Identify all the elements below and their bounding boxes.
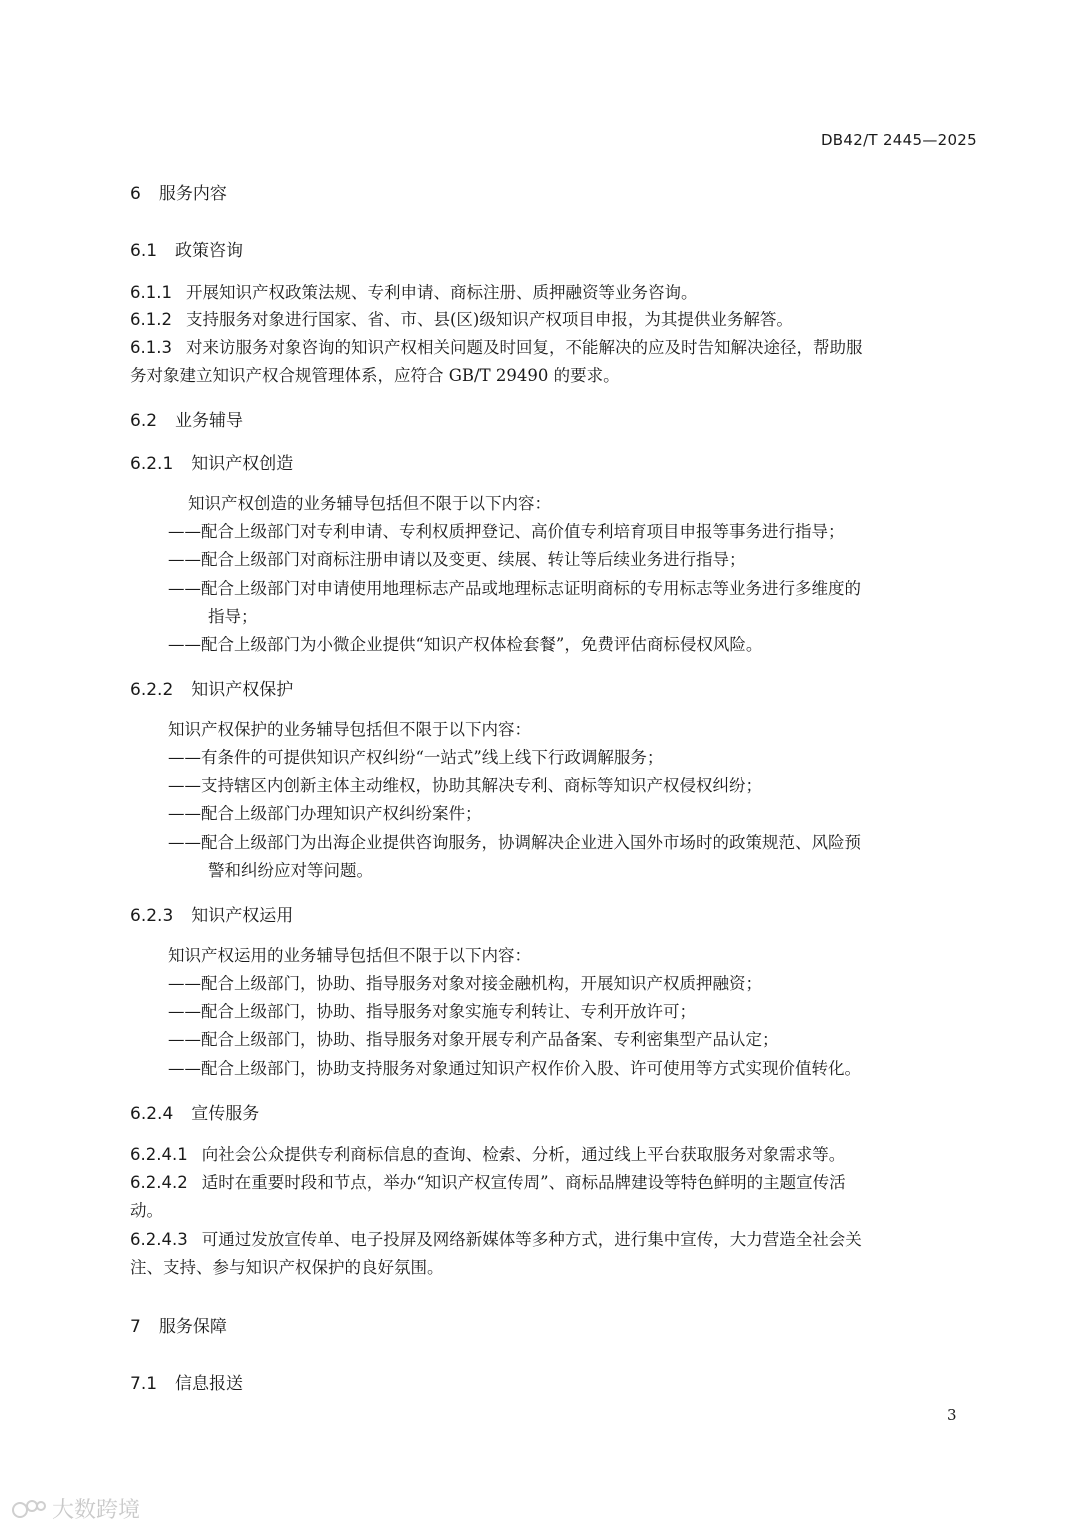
clause-6-1-2 bbox=[130, 306, 793, 330]
page-number: 3 bbox=[947, 1406, 957, 1424]
section-title: 知识产权创造 bbox=[191, 454, 294, 474]
clause-6-2-4-3-cont: 注、支持、参与知识产权保护的良好氛围。 bbox=[130, 1258, 444, 1277]
clause-number: 6.2.4.1 bbox=[130, 1145, 188, 1164]
watermark-logo-icon bbox=[10, 1498, 48, 1520]
section-6-2-heading bbox=[130, 406, 243, 431]
list-item: ——配合上级部门，协助支持服务对象通过知识产权作价入股、许可使用等方式实现价值转化。 bbox=[168, 1059, 861, 1078]
list-item: ——配合上级部门为出海企业提供咨询服务，协调解决企业进入国外市场时的政策规范、风险预 bbox=[168, 833, 861, 852]
intro-6-2-3: 知识产权运用的业务辅导包括但不限于以下内容： bbox=[168, 946, 531, 965]
clause-6-2-4-3 bbox=[130, 1226, 862, 1250]
clause-6-2-4-1 bbox=[130, 1141, 845, 1165]
clause-number: 6.1.3 bbox=[130, 338, 172, 357]
section-6-2-1-heading bbox=[130, 449, 293, 474]
clause-6-1-3 bbox=[130, 334, 862, 358]
list-item: ——配合上级部门为小微企业提供“知识产权体检套餐”，免费评估商标侵权风险。 bbox=[168, 635, 763, 654]
list-item: ——配合上级部门对专利申请、专利权质押登记、高价值专利培育项目申报等事务进行指导； bbox=[168, 522, 845, 541]
section-number: 7 bbox=[130, 1317, 141, 1337]
list-item-cont: 警和纠纷应对等问题。 bbox=[208, 861, 373, 880]
section-number: 6.2.3 bbox=[130, 906, 174, 926]
section-title: 政策咨询 bbox=[175, 241, 244, 261]
list-item: ——配合上级部门对商标注册申请以及变更、续展、转让等后续业务进行指导； bbox=[168, 550, 746, 569]
section-number: 7.1 bbox=[130, 1374, 158, 1394]
clause-number: 6.2.4.2 bbox=[130, 1173, 188, 1192]
list-item: ——有条件的可提供知识产权纠纷“一站式”线上线下行政调解服务； bbox=[168, 748, 664, 767]
list-item: ——配合上级部门办理知识产权纠纷案件； bbox=[168, 804, 482, 823]
intro-6-2-2: 知识产权保护的业务辅导包括但不限于以下内容： bbox=[168, 720, 531, 739]
clause-6-1-3-cont: 务对象建立知识产权合规管理体系，应符合 GB/T 29490 的要求。 bbox=[130, 366, 620, 385]
section-number: 6.2.1 bbox=[130, 454, 174, 474]
section-number: 6.2.2 bbox=[130, 680, 174, 700]
clause-6-2-4-2-cont: 动。 bbox=[130, 1201, 163, 1220]
clause-number: 6.1.1 bbox=[130, 283, 172, 302]
clause-text: 适时在重要时段和节点，举办“知识产权宣传周”、商标品牌建设等特色鲜明的主题宣传活 bbox=[201, 1173, 846, 1192]
section-title: 知识产权运用 bbox=[191, 906, 294, 926]
clause-text: 开展知识产权政策法规、专利申请、商标注册、质押融资等业务咨询。 bbox=[185, 283, 698, 302]
list-item: ——配合上级部门，协助、指导服务对象对接金融机构，开展知识产权质押融资； bbox=[168, 974, 762, 993]
section-6-2-4-heading bbox=[130, 1099, 259, 1124]
clause-6-1-1 bbox=[130, 279, 697, 303]
section-title: 信息报送 bbox=[175, 1374, 244, 1394]
section-number: 6.2 bbox=[130, 411, 158, 431]
section-6-2-3-heading bbox=[130, 901, 293, 926]
clause-text: 支持服务对象进行国家、省、市、县(区)级知识产权项目申报，为其提供业务解答。 bbox=[185, 310, 793, 329]
section-title: 宣传服务 bbox=[191, 1104, 260, 1124]
list-item: ——配合上级部门对申请使用地理标志产品或地理标志证明商标的专用标志等业务进行多维度的 bbox=[168, 579, 861, 598]
clause-text: 可通过发放宣传单、电子投屏及网络新媒体等多种方式，进行集中宣传，大力营造全社会关 bbox=[201, 1230, 862, 1249]
section-6-2-2-heading bbox=[130, 675, 293, 700]
watermark-text: 大数跨境 bbox=[52, 1498, 141, 1523]
clause-number: 6.2.4.3 bbox=[130, 1230, 188, 1249]
list-item: ——支持辖区内创新主体主动维权，协助其解决专利、商标等知识产权侵权纠纷； bbox=[168, 776, 762, 795]
clause-text: 向社会公众提供专利商标信息的查询、检索、分析，通过线上平台获取服务对象需求等。 bbox=[201, 1145, 846, 1164]
clause-text: 对来访服务对象咨询的知识产权相关问题及时回复，不能解决的应及时告知解决途径，帮助服 bbox=[185, 338, 863, 357]
section-number: 6 bbox=[130, 184, 141, 204]
list-item-cont: 指导； bbox=[208, 607, 258, 626]
standard-code: DB42/T 2445—2025 bbox=[820, 131, 977, 149]
section-7-heading bbox=[130, 1312, 227, 1337]
section-title: 服务保障 bbox=[158, 1317, 227, 1337]
section-title: 服务内容 bbox=[158, 184, 227, 204]
section-6-heading bbox=[130, 179, 227, 204]
watermark bbox=[10, 1493, 140, 1524]
list-item: ——配合上级部门，协助、指导服务对象实施专利转让、专利开放许可； bbox=[168, 1002, 696, 1021]
section-number: 6.2.4 bbox=[130, 1104, 174, 1124]
clause-number: 6.1.2 bbox=[130, 310, 172, 329]
section-7-1-heading bbox=[130, 1369, 243, 1394]
list-item: ——配合上级部门，协助、指导服务对象开展专利产品备案、专利密集型产品认定； bbox=[168, 1030, 779, 1049]
clause-6-2-4-2 bbox=[130, 1169, 846, 1193]
section-title: 业务辅导 bbox=[175, 411, 244, 431]
section-number: 6.1 bbox=[130, 241, 158, 261]
section-title: 知识产权保护 bbox=[191, 680, 294, 700]
section-6-1-heading bbox=[130, 236, 243, 261]
intro-6-2-1: 知识产权创造的业务辅导包括但不限于以下内容： bbox=[188, 494, 551, 513]
